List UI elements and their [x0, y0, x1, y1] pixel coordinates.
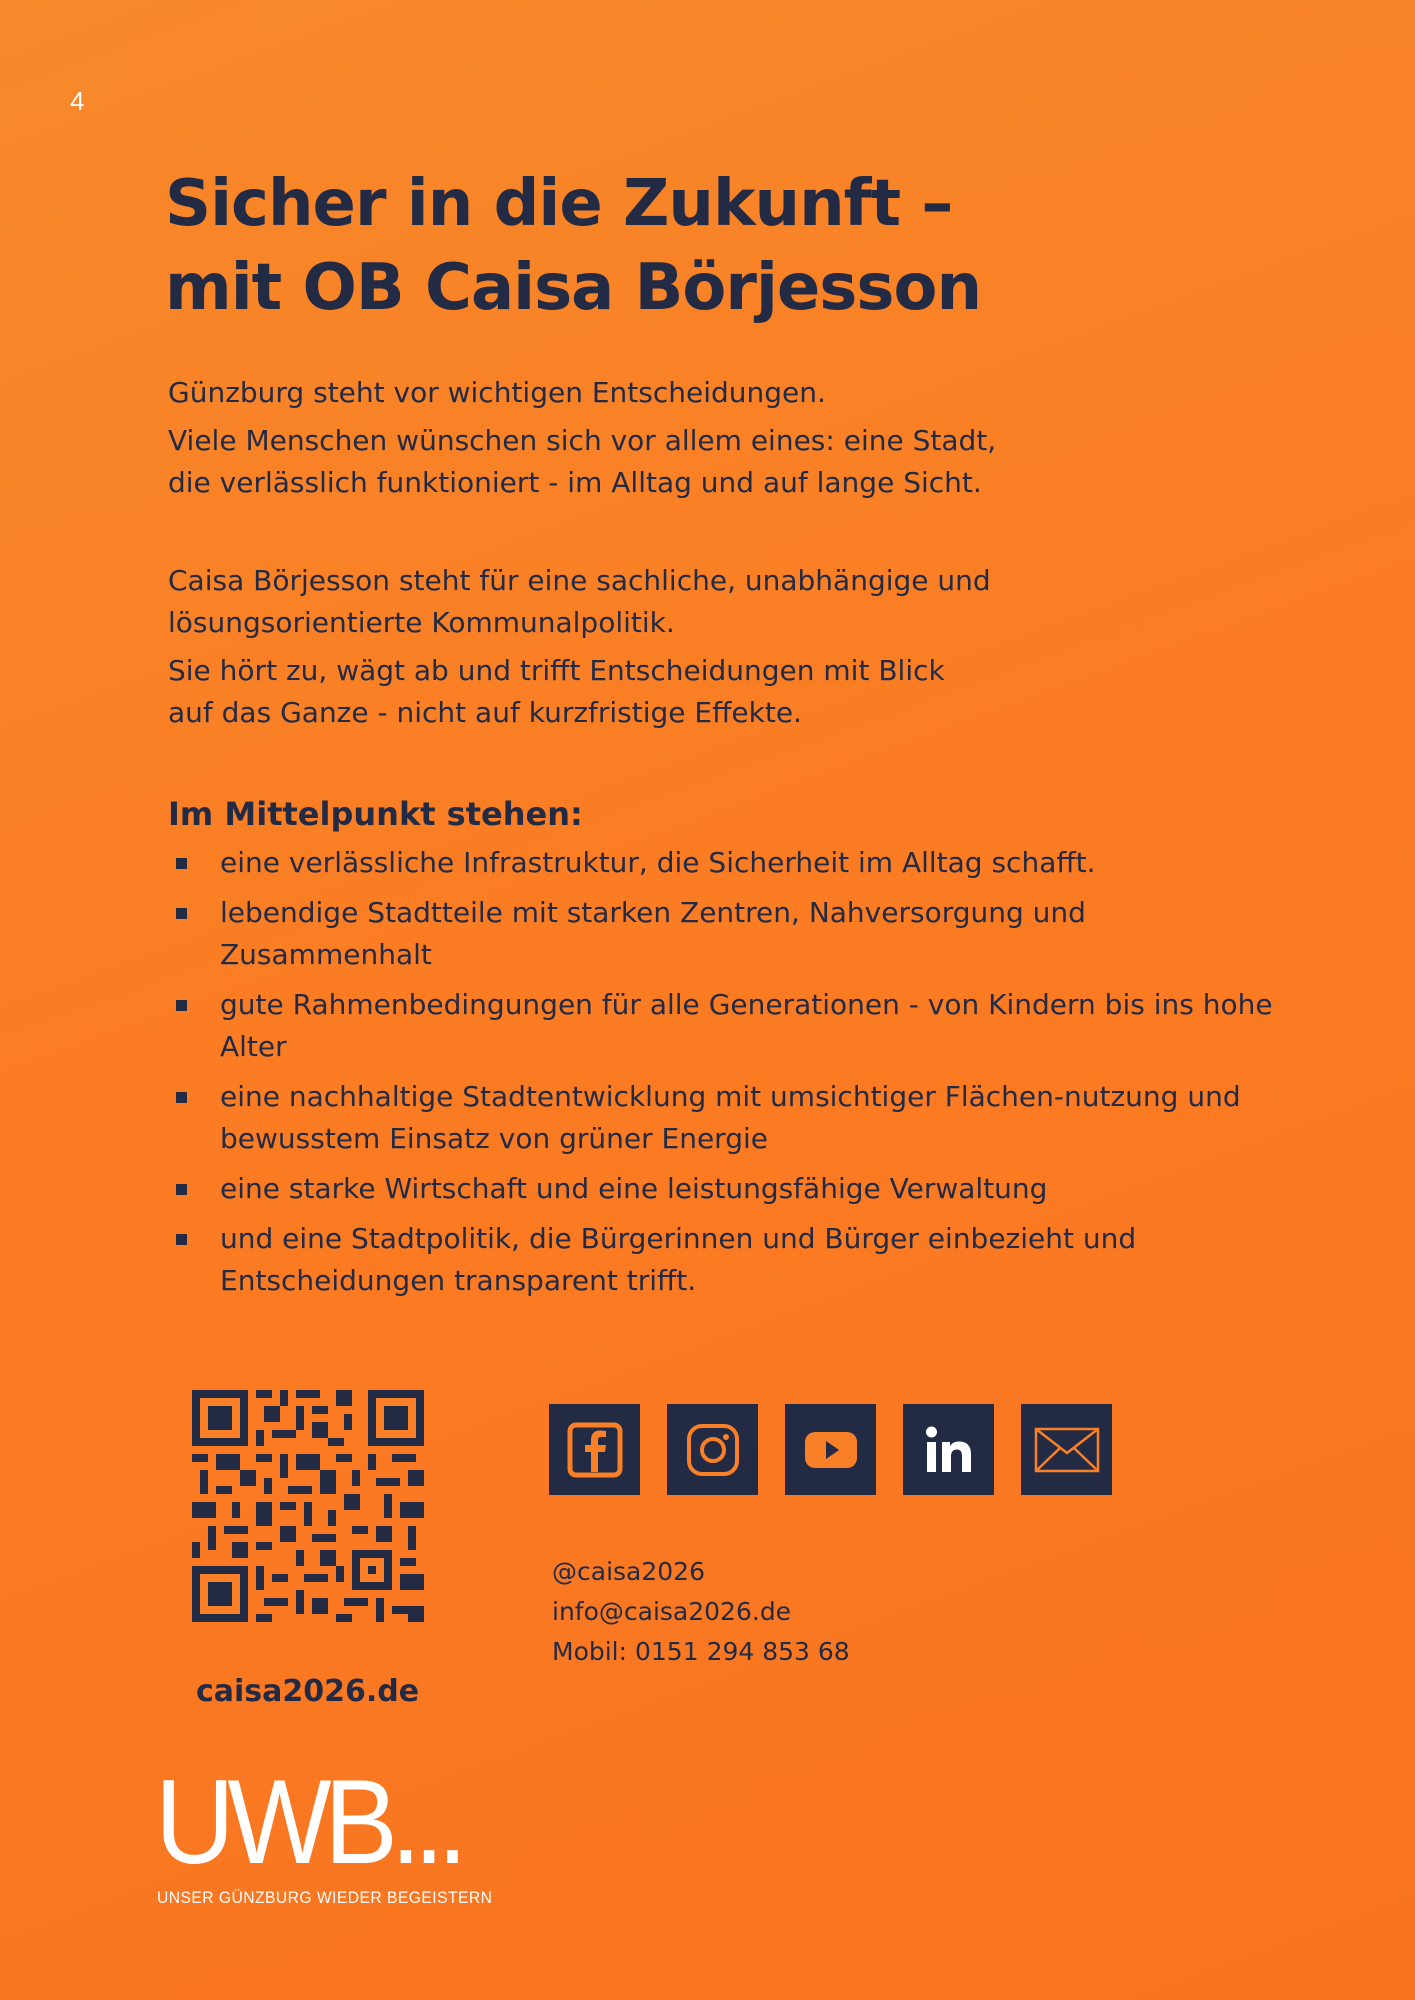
- headline: [165, 162, 981, 330]
- list-item-text: eine nachhaltige Stadtentwicklung mit umsichtiger Flächen-nutzung und bewusstem Einsatz von grüner Energie: [220, 1080, 1241, 1155]
- instagram-icon[interactable]: [667, 1404, 758, 1495]
- youtube-icon[interactable]: [785, 1404, 876, 1495]
- intro-line-2: Viele Menschen wünschen sich vor allem eines: eine Stadt,: [168, 424, 997, 457]
- contact-block: [552, 1552, 850, 1672]
- profile-line-4: auf das Ganze - nicht auf kurzfristige Effekte.: [168, 696, 802, 729]
- bullet-square-icon: [176, 1184, 187, 1195]
- intro-line-1: Günzburg steht vor wichtigen Entscheidungen.: [168, 376, 826, 409]
- list-item-text: lebendige Stadtteile mit starken Zentren, Nahversorgung und Zusammenhalt: [220, 896, 1086, 971]
- social-links: [549, 1404, 1112, 1495]
- list-item: [168, 1218, 1288, 1302]
- intro-paragraph: [168, 372, 996, 504]
- page-number: 4: [70, 86, 85, 116]
- bullet-square-icon: [176, 1000, 187, 1011]
- list-item-text: eine starke Wirtschaft und eine leistungsfähige Verwaltung: [220, 1172, 1048, 1205]
- website-link[interactable]: caisa2026.de: [196, 1674, 420, 1709]
- facebook-icon[interactable]: [549, 1404, 640, 1495]
- focus-list: [168, 842, 1288, 1310]
- bullet-square-icon: [176, 908, 187, 919]
- list-item-text: gute Rahmenbedingungen für alle Generationen - von Kindern bis ins hohe Alter: [220, 988, 1273, 1063]
- bullet-square-icon: [176, 1234, 187, 1245]
- mail-icon[interactable]: [1021, 1404, 1112, 1495]
- phone-number[interactable]: Mobil: 0151 294 853 68: [552, 1637, 850, 1666]
- intro-line-3: die verlässlich funktioniert - im Alltag und auf lange Sicht.: [168, 466, 982, 499]
- list-item: [168, 984, 1288, 1068]
- email-link[interactable]: info@caisa2026.de: [552, 1597, 792, 1626]
- bullet-square-icon: [176, 858, 187, 869]
- profile-line-2: lösungsorientierte Kommunalpolitik.: [168, 606, 675, 639]
- social-handle[interactable]: @caisa2026: [552, 1557, 705, 1586]
- logo-tagline: UNSER GÜNZBURG WIEDER BEGEISTERN: [157, 1888, 493, 1907]
- focus-heading: Im Mittelpunkt stehen:: [168, 795, 583, 833]
- qr-code-icon[interactable]: [192, 1390, 424, 1622]
- list-item-text: und eine Stadtpolitik, die Bürgerinnen und Bürger einbezieht und Entscheidungen transparent trifft.: [220, 1222, 1137, 1297]
- profile-line-1: Caisa Börjesson steht für eine sachliche, unabhängige und: [168, 564, 991, 597]
- list-item: [168, 842, 1288, 884]
- linkedin-icon[interactable]: [903, 1404, 994, 1495]
- list-item: [168, 1076, 1288, 1160]
- headline-line-1: Sicher in die Zukunft –: [165, 167, 953, 241]
- list-item: [168, 1168, 1288, 1210]
- uwb-logo: [155, 1755, 495, 1912]
- headline-line-2: mit OB Caisa Börjesson: [165, 251, 981, 325]
- list-item: [168, 892, 1288, 976]
- profile-paragraph: [168, 560, 991, 734]
- logo-mark: UWB...: [155, 1755, 461, 1889]
- list-item-text: eine verlässliche Infrastruktur, die Sicherheit im Alltag schafft.: [220, 846, 1096, 879]
- profile-line-3: Sie hört zu, wägt ab und trifft Entscheidungen mit Blick: [168, 654, 945, 687]
- bullet-square-icon: [176, 1092, 187, 1103]
